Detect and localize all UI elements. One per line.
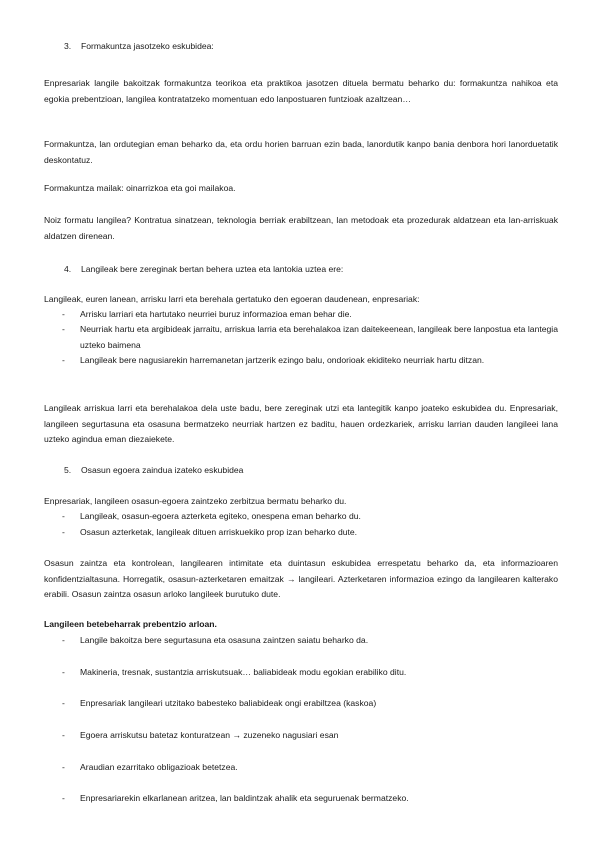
list-dash: - bbox=[62, 527, 65, 537]
list-item-text: Langile bakoitza bere segurtasuna eta osasuna zaintzen saiatu beharko da. bbox=[80, 635, 369, 645]
section-5-title: Osasun egoera zaindua izateko eskubidea bbox=[81, 465, 244, 475]
list-dash: - bbox=[62, 511, 65, 521]
section-4-heading bbox=[64, 262, 343, 278]
section-3-paragraph-1: Enpresariak langile bakoitzak formakuntza teorikoa eta praktikoa jasotzen dituela bermatu beharko du: formakuntza nahikoa eta egokia prebentzioan, langilea kontratatzeko momentuan edo lanpostuaren funtzioak azaltzean… bbox=[44, 78, 558, 104]
list-item-text: Makineria, tresnak, sustantzia arriskutsuak… baliabideak modu egokian erabiliko ditu. bbox=[80, 667, 407, 677]
duties-heading: Langileen betebeharrak prebentzio arloan. bbox=[44, 619, 217, 629]
list-item-text: Neurriak hartu eta argibideak jarraitu, arriskua larria eta berehalakoa izan daitekeenean, langileak bere lanpostua eta lantegia uzteko baimena bbox=[80, 324, 558, 350]
list-item bbox=[62, 322, 558, 353]
section-3-paragraph-4: Noiz formatu langilea? Kontratua sinatzean, teknologia berriak erabiltzean, lan metodoak eta prozedurak aldatzean eta lan-arriskuak aldatzen direnean. bbox=[44, 215, 558, 241]
list-item-text: Arrisku larriari eta hartutako neurriei buruz informazioa eman behar die. bbox=[80, 309, 352, 319]
section-4-number: 4. bbox=[64, 264, 72, 274]
list-dash: - bbox=[62, 730, 65, 740]
list-item-text: Enpresariarekin elkarlanean aritzea, lan baldintzak ahalik eta seguruenak bermatzeko. bbox=[80, 793, 409, 803]
list-dash: - bbox=[62, 635, 65, 645]
list-dash: - bbox=[62, 355, 65, 365]
section-4-outro: Langileak arriskua larri eta berehalakoa dela uste badu, bere zereginak utzi eta lantegitik kanpo joateko eskubidea du. Enpresariak, langileen segurtasuna eta osasuna bermatzeko neurriak hartzen ez baditu, hauen ordezkariek, arrisku larrian dauden langileei lana uzteko agindua eman diezaiekete. bbox=[44, 403, 558, 444]
section-5-outro: Osasun zaintza eta kontrolean, langilearen intimitate eta duintasun eskubidea errespetatu beharko da, eta informazioaren konfidentzialtasuna. Horregatik, osasun-azterketaren emaitzak → langileari. Azterketaren informazioa ezingo da langilearen kalterako erabili. Osasun zaintza osasun arloko langileek burutuko dute. bbox=[44, 558, 558, 599]
list-item bbox=[62, 665, 558, 681]
section-4-intro: Langileak, euren lanean, arrisku larri eta berehala gertatuko den egoeran daudenean, enpresariak: bbox=[44, 294, 420, 304]
list-item bbox=[62, 728, 558, 744]
list-dash: - bbox=[62, 324, 65, 334]
section-3-heading bbox=[64, 39, 214, 55]
list-item bbox=[62, 696, 558, 712]
list-dash: - bbox=[62, 667, 65, 677]
list-item bbox=[62, 353, 558, 369]
list-dash: - bbox=[62, 793, 65, 803]
list-item bbox=[62, 525, 558, 541]
list-item bbox=[62, 760, 558, 776]
list-dash: - bbox=[62, 309, 65, 319]
list-item-text: Langileak bere nagusiarekin harremanetan jartzerik ezingo balu, ondorioak ekiditeko neurriak hartu ditzan. bbox=[80, 355, 485, 365]
section-5-intro: Enpresariak, langileen osasun-egoera zaintzeko zerbitzua bermatu beharko du. bbox=[44, 496, 347, 506]
list-dash: - bbox=[62, 698, 65, 708]
list-item-text: Egoera arriskutsu batetaz konturatzean → zuzeneko nagusiari esan bbox=[80, 730, 339, 740]
list-item-text: Araudian ezarritako obligazioak betetzea. bbox=[80, 762, 238, 772]
section-4-title: Langileak bere zereginak bertan behera uztea eta lantokia uztea ere: bbox=[81, 264, 344, 274]
list-dash: - bbox=[62, 762, 65, 772]
section-5-number: 5. bbox=[64, 465, 72, 475]
section-3-paragraph-3: Formakuntza mailak: oinarrizkoa eta goi mailakoa. bbox=[44, 183, 236, 193]
section-3-number: 3. bbox=[64, 41, 72, 51]
list-item-text: Enpresariak langileari utzitako babesteko baliabideak ongi erabiltzea (kaskoa) bbox=[80, 698, 377, 708]
section-3-paragraph-2: Formakuntza, lan ordutegian eman beharko da, eta ordu horien barruan ezin bada, lanordutik kanpo bania denbora hori lanorduetatik deskontatuz. bbox=[44, 139, 558, 165]
section-3-title: Formakuntza jasotzeko eskubidea: bbox=[81, 41, 214, 51]
list-item bbox=[62, 307, 558, 323]
list-item bbox=[62, 633, 558, 649]
list-item bbox=[62, 509, 558, 525]
section-5-heading bbox=[64, 463, 243, 479]
list-item-text: Osasun azterketak, langileak dituen arriskuekiko prop izan beharko dute. bbox=[80, 527, 358, 537]
list-item bbox=[62, 791, 558, 807]
list-item-text: Langileak, osasun-egoera azterketa egiteko, onespena eman beharko du. bbox=[80, 511, 361, 521]
